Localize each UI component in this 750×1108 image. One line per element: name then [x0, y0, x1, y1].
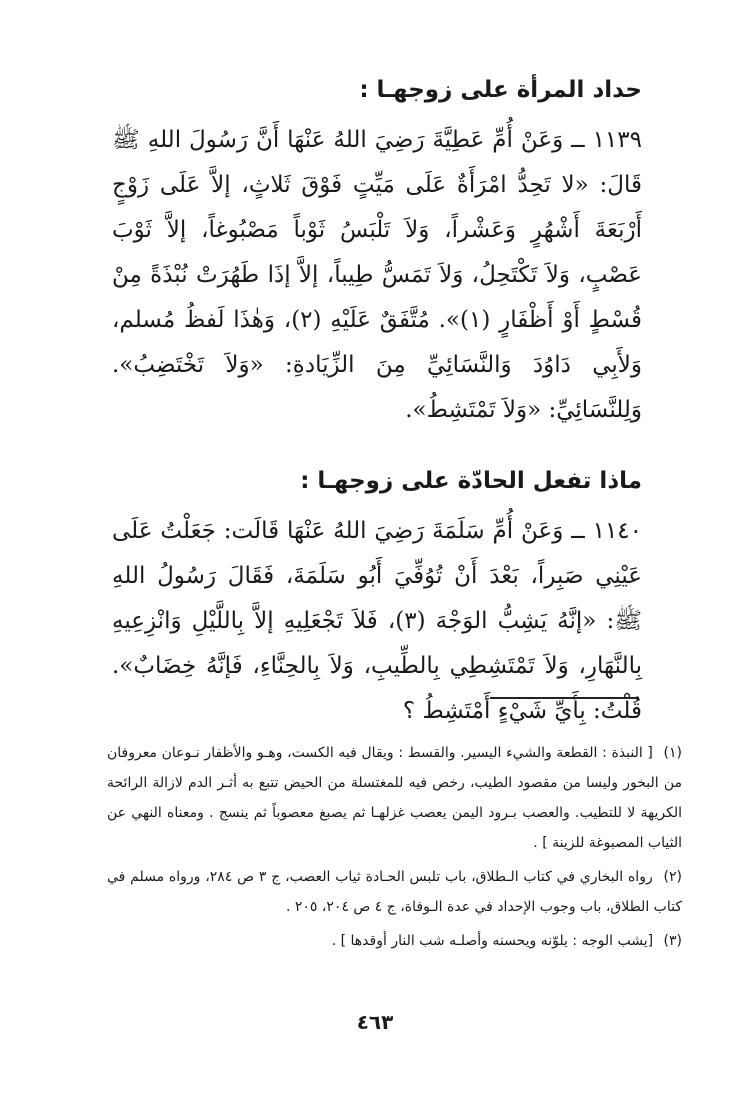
- footnote-mark: (٢): [663, 869, 683, 885]
- section-heading-mourning: حداد المرأة على زوجهـا :: [359, 77, 642, 103]
- footnote-text: [يشب الوجه : يلوّنه ويحسنه وأصلـه شب النار أوقدها ] .: [331, 933, 654, 949]
- footnote-separator: [490, 697, 638, 699]
- hadith-1139: [112, 118, 642, 433]
- footnote-1: [107, 738, 682, 858]
- footnote-text: [ النبذة : القطعة والشيء اليسير. والقسط : ويقال فيه الكست، وهـو والأظفار نـوعان معروفان من البخور وليسا من مقصود الطيب، رخص فيه للمغتسلة من الحيض تتبع به أثـر الدم لازالة الرائحة الكريهة لا للتطيب. والعصب بـرود اليمن يعصب غزلهـا ثم يصبغ معصوباً ثم ينسج . ومعناه النهي عن الثياب المصبوغة للزينة ] .: [107, 745, 682, 851]
- hadith-number: ١١٣٩: [592, 127, 642, 153]
- footnote-mark: (١): [663, 745, 682, 761]
- footnotes: [107, 738, 682, 960]
- footnote-mark: (٣): [663, 933, 682, 949]
- hadith-1140: [112, 509, 642, 734]
- section-heading-what-she-does: ماذا تفعل الحادّة على زوجهـا :: [300, 468, 642, 494]
- footnote-text: رواه البخاري في كتاب الـطلاق، باب تلبس الحـادة ثياب العصب، ج ٣ ص ٢٨٤، ورواه مسلم في كتاب الطلاق، باب وجوب الإحداد في عدة الـوفاة، ج ٤ ص ٢٠٤، ٢٠٥ .: [107, 869, 682, 915]
- hadith-text: ــ وَعَنْ أُمِّ عَطِيَّةَ رَضِيَ اللهُ عَنْهَا أَنَّ رَسُولَ اللهِ ﷺ قَالَ: «لا تَحِدُّ امْرَأَةٌ عَلَى مَيِّتٍ فَوْقَ ثَلاثٍ، إلاَّ عَلَى زَوْجٍ أَرْبَعَةَ أَشْهُرٍ وَعَشْراً، وَلاَ تَلْبَسُ ثَوْباً مَصْبُوغاً، إلاَّ ثَوْبَ عَصْبٍ، وَلاَ تَكْتَحِلُ، وَلاَ تَمَسُّ طِيباً، إلاَّ إذَا طَهُرَتْ نُبْذَةً مِنْ قُسْطٍ أَوْ أَظْفَارٍ (١)». مُتَّفَقٌ عَلَيْهِ (٢)، وَهٰذَا لَفظُ مُسلم، وَلأَبِي دَاوُدَ وَالنَّسَائِيِّ مِنَ الزِّيَادةِ: «وَلاَ تَخْتَضِبُ». وَلِلنَّسَائِيِّ: «وَلاَ تَمْتَشِطُ».: [112, 127, 643, 423]
- footnote-3: [107, 926, 682, 956]
- hadith-text: ــ وَعَنْ أُمِّ سَلَمَةَ رَضِيَ اللهُ عَنْهَا قَالَت: جَعَلْتُ عَلَى عَيْنِي صَبِراً، بَعْدَ أَنْ تُوُفِّيَ أَبُو سَلَمَةَ، فَقَالَ رَسُولُ اللهِ ﷺ: «إنَّهُ يَشِبُّ الوَجْهَ (٣)، فَلاَ تَجْعَلِيهِ إلاَّ بِاللَّيْلِ وَانْزِعِيهِ بِالنَّهَارِ، وَلاَ تَمْتَشِطِي بِالطِّيبِ، وَلاَ بِالحِنَّاءِ، فَإنَّهُ خِضَابٌ». قُلْتُ: بِأَيِّ شَيْءٍ أَمْتَشِطُ ؟: [112, 518, 642, 724]
- page-number: ٤٦٣: [356, 1010, 394, 1034]
- footnote-2: [107, 862, 682, 922]
- hadith-number: ١١٤٠: [592, 518, 643, 544]
